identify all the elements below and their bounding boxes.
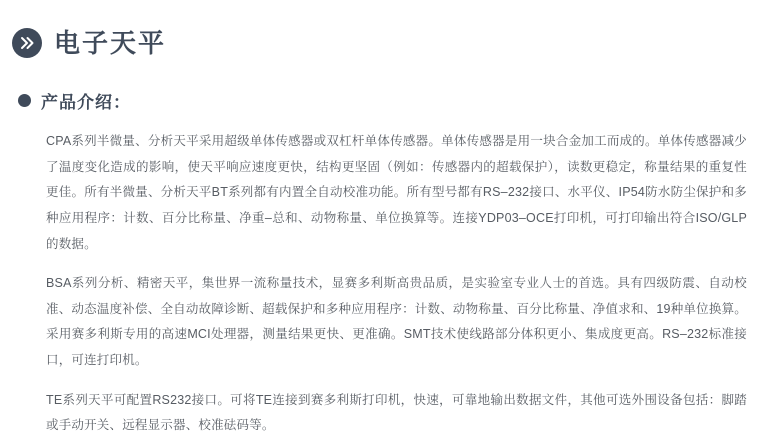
section-title: 产品介绍：	[41, 93, 131, 112]
page-title: 电子天平	[54, 28, 167, 58]
section-heading	[0, 66, 781, 113]
paragraph: CPA系列半微量、分析天平采用超级单体传感器或双杠杆单体传感器。单体传感器是用一块合金加工而成的。单体传感器减少了温度变化造成的影响，使天平响应速度更快，结构更坚固（例如：传感器内的超载保护），读数更稳定，称量结果的重复性更佳。所有半微量、分析天平BT系列都有内置全自动校准功能。所有型号都有RS–232接口、水平仪、IP54防水防尘保护和多种应用程序：计数、百分比称量、净重–总和、动物称量、单位换算等。连接YDP03–OCE打印机，可打印输出符合ISO/GLP的数据。	[46, 134, 747, 251]
filled-circle-bullet-icon	[18, 94, 31, 107]
page-header	[0, 0, 781, 66]
paragraph: BSA系列分析、精密天平，集世界一流称量技术，显赛多利斯高贵品质，是实验室专业人士的首选。具有四级防震、自动校准、动态温度补偿、全自动故障诊断、超载保护和多种应用程序：计数、动物称量、百分比称量、净值求和、19种单位换算。采用赛多利斯专用的高速MCI处理器，测量结果更快、更准确。SMT技术使线路部分体积更小、集成度更高。RS–232标准接口，可连打印机。	[46, 276, 747, 367]
product-description-body	[0, 113, 781, 439]
paragraph: TE系列天平可配置RS232接口。可将TE连接到赛多利斯打印机，快速，可靠地输出数据文件，其他可选外围设备包括：脚踏或手动开关、远程显示器、校准砝码等。	[46, 392, 747, 433]
double-chevron-right-icon	[12, 28, 42, 58]
